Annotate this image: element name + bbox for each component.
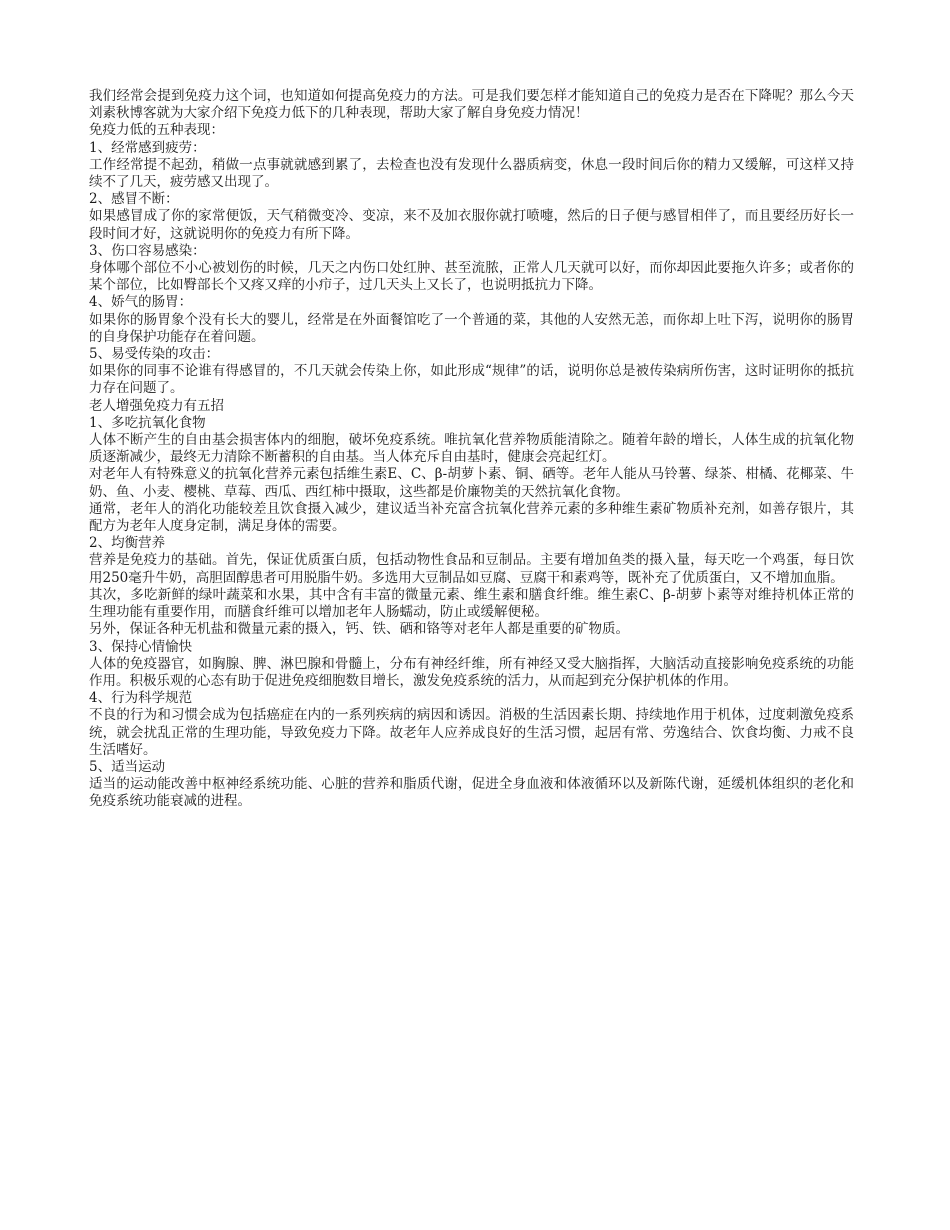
article-body (89, 88, 854, 811)
paragraph: 人体的免疫器官，如胸腺、脾、淋巴腺和骨髓上，分布有神经纤维，所有神经又受大脑指挥，大脑活动直接影响免疫系统的功能作用。积极乐观的心态有助于促进免疫细胞数目增长，激发免疫系统的活力，从而起到充分保护机体的作用。 (89, 655, 854, 689)
paragraph: 如果你的肠胃象个没有长大的婴儿，经常是在外面餐馆吃了一个普通的菜，其他的人安然无恙，而你却上吐下泻，说明你的肠胃的自身保护功能存在着问题。 (89, 311, 854, 345)
section-heading: 3、保持心情愉快 (89, 638, 193, 655)
paragraph: 如果感冒成了你的家常便饭，天气稍微变冷、变凉，来不及加衣服你就打喷嚏，然后的日子便与感冒相伴了，而且要经历好长一段时间才好，这就说明你的免疫力有所下降。 (89, 208, 854, 242)
paragraph: 不良的行为和习惯会成为包括癌症在内的一系列疾病的病因和诱因。消极的生活因素长期、持续地作用于机体，过度刺激免疫系统，就会扰乱正常的生理功能，导致免疫力下降。故老年人应养成良好的生活习惯，起居有常、劳逸结合、饮食均衡、力戒不良生活嗜好。 (89, 707, 854, 758)
section-heading: 老人增强免疫力有五招 (89, 397, 224, 414)
paragraph: 营养是免疫力的基础。首先，保证优质蛋白质，包括动物性食品和豆制品。主要有增加鱼类的摄入量，每天吃一个鸡蛋，每日饮用250毫升牛奶，高胆固醇患者可用脱脂牛奶。多选用大豆制品如豆腐、豆腐干和素鸡等，既补充了优质蛋白，又不增加血脂。 (89, 552, 854, 586)
paragraph: 通常，老年人的消化功能较差且饮食摄入减少，建议适当补充富含抗氧化营养元素的多种维生素矿物质补充剂，如善存银片，其配方为老年人度身定制，满足身体的需要。 (89, 500, 854, 535)
paragraph: 适当的运动能改善中枢神经系统功能、心脏的营养和脂质代谢，促进全身血液和体液循环以及新陈代谢，延缓机体组织的老化和免疫系统功能衰减的进程。 (89, 776, 854, 810)
paragraph: 工作经常提不起劲，稍做一点事就就感到累了，去检查也没有发现什么器质病变，休息一段时间后你的精力又缓解，可这样又持续不了几天，疲劳感又出现了。 (89, 156, 854, 191)
section-heading: 2、均衡营养 (89, 535, 166, 552)
section-heading: 5、适当运动 (89, 758, 166, 775)
paragraph: 身体哪个部位不小心被划伤的时候，几天之内伤口处红肿、甚至流脓，正常人几天就可以好，而你却因此要拖久许多；或者你的某个部位，比如臀部长个又疼又痒的小疖子，过几天头上又长了，也说明抵抗力下降。 (89, 260, 854, 294)
section-heading: 免疫力低的五种表现： (89, 122, 224, 139)
paragraph: 我们经常会提到免疫力这个词，也知道如何提高免疫力的方法。可是我们要怎样才能知道自己的免疫力是否在下降呢？那么今天刘素秋博客就为大家介绍下免疫力低下的几种表现，帮助大家了解自身免疫力情况！ (89, 88, 854, 122)
paragraph: 对老年人有特殊意义的抗氧化营养元素包括维生素E、C、β-胡萝卜素、铜、硒等。老年人能从马铃薯、绿茶、柑橘、花椰菜、牛奶、鱼、小麦、樱桃、草莓、西瓜、西红柿中摄取，这些都是价廉物美的天然抗氧化食物。 (89, 466, 854, 500)
paragraph: 人体不断产生的自由基会损害体内的细胞，破坏免疫系统。唯抗氧化营养物质能清除之。随着年龄的增长，人体生成的抗氧化物质逐渐减少，最终无力清除不断蓄积的自由基。当人体充斥自由基时，健康会亮起红灯。 (89, 432, 854, 466)
section-heading: 3、伤口容易感染： (89, 242, 206, 259)
paragraph: 其次，多吃新鲜的绿叶蔬菜和水果，其中含有丰富的微量元素、维生素和膳食纤维。维生素C、β-胡萝卜素等对维持机体正常的生理功能有重要作用，而膳食纤维可以增加老年人肠蠕动，防止或缓解便秘。 (89, 586, 854, 621)
section-heading: 4、娇气的肠胃： (89, 294, 193, 311)
section-heading: 4、行为科学规范 (89, 690, 193, 707)
paragraph: 另外，保证各种无机盐和微量元素的摄入，钙、铁、硒和铬等对老年人都是重要的矿物质。 (89, 621, 629, 638)
section-heading: 1、经常感到疲劳： (89, 139, 206, 156)
paragraph: 如果你的同事不论谁有得感冒的，不几天就会传染上你，如此形成“规律”的话，说明你总是被传染病所伤害，这时证明你的抵抗力存在问题了。 (89, 363, 854, 397)
section-heading: 2、感冒不断： (89, 191, 179, 208)
section-heading: 5、易受传染的攻击： (89, 346, 220, 363)
section-heading: 1、多吃抗氧化食物 (89, 414, 206, 431)
